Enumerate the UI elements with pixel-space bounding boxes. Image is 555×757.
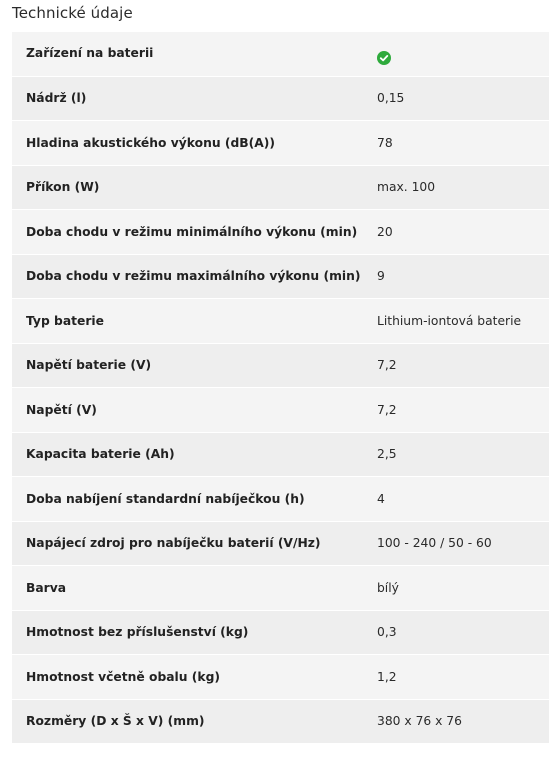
check-circle-icon — [377, 51, 391, 65]
spec-row-battery-capacity — [12, 433, 549, 478]
spec-row-voltage — [12, 388, 549, 433]
spec-value: 380 x 76 x 76 — [377, 714, 462, 729]
spec-value: Lithium-iontová baterie — [377, 313, 522, 328]
spec-value — [362, 39, 391, 68]
spec-value: 78 — [377, 135, 393, 150]
spec-row-weight — [12, 611, 549, 656]
spec-label: Doba chodu v režimu maximálního výkonu (min) — [26, 269, 361, 284]
spec-value: 0,3 — [377, 625, 397, 640]
spec-row-color — [12, 566, 549, 611]
spec-label: Hladina akustického výkonu (dB(A)) — [26, 135, 276, 150]
spec-label: Typ baterie — [26, 313, 104, 328]
spec-label: Příkon (W) — [26, 180, 100, 195]
spec-value: 20 — [377, 224, 393, 239]
spec-label: Doba nabíjení standardní nabíječkou (h) — [26, 491, 305, 506]
spec-label: Hmotnost bez příslušenství (kg) — [26, 625, 249, 640]
spec-row-battery-device — [12, 32, 549, 77]
spec-label: Napájecí zdroj pro nabíječku baterií (V/Hz) — [26, 536, 321, 551]
spec-label: Zařízení na baterii — [26, 46, 154, 60]
spec-label: Nádrž (l) — [26, 91, 87, 106]
spec-value: 1,2 — [377, 669, 397, 684]
spec-row-charger-supply — [12, 522, 549, 567]
spec-value: 0,15 — [377, 91, 405, 106]
spec-row-power-input — [12, 166, 549, 211]
section-title: Technické údaje — [12, 4, 133, 22]
spec-label: Rozměry (D x Š x V) (mm) — [26, 714, 205, 729]
spec-label: Napětí (V) — [26, 402, 97, 417]
spec-row-dimensions — [12, 700, 549, 745]
spec-value: 7,2 — [377, 402, 397, 417]
spec-row-charge-time — [12, 477, 549, 522]
spec-label: Hmotnost včetně obalu (kg) — [26, 669, 221, 684]
spec-label: Kapacita baterie (Ah) — [26, 447, 175, 462]
spec-row-runtime-max — [12, 255, 549, 300]
spec-row-runtime-min — [12, 210, 549, 255]
spec-row-sound-power — [12, 121, 549, 166]
spec-row-weight-packaged — [12, 655, 549, 700]
spec-value: bílý — [377, 580, 399, 595]
spec-table — [12, 32, 549, 744]
spec-label: Doba chodu v režimu minimálního výkonu (min) — [26, 224, 358, 239]
spec-value: 100 - 240 / 50 - 60 — [377, 536, 492, 551]
spec-value: 9 — [377, 269, 385, 284]
spec-row-battery-voltage — [12, 344, 549, 389]
spec-value: max. 100 — [377, 180, 436, 195]
spec-label: Barva — [26, 580, 67, 595]
spec-row-battery-type — [12, 299, 549, 344]
spec-value: 2,5 — [377, 447, 397, 462]
spec-value: 7,2 — [377, 358, 397, 373]
spec-label: Napětí baterie (V) — [26, 358, 152, 373]
spec-row-tank — [12, 77, 549, 122]
spec-value: 4 — [377, 491, 385, 506]
